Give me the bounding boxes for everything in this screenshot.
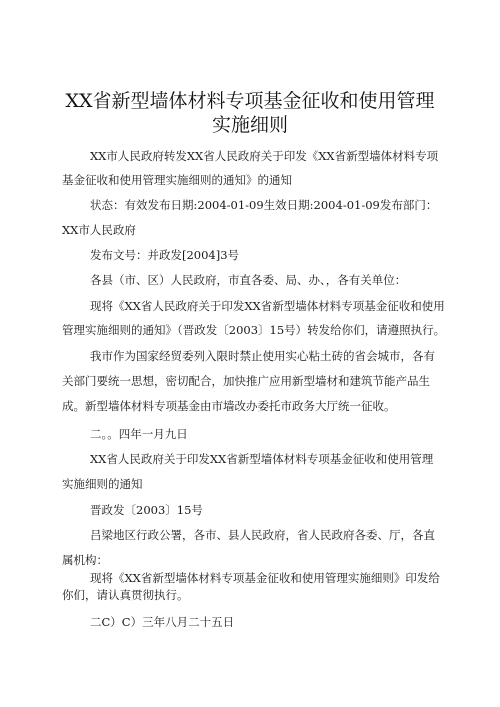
body-paragraph-1-line-2: 管理实施细则的通知》（晋政发〔2003〕15号）转发给你们，请遵照执行。	[62, 323, 446, 337]
province-body-line-2: 你们，请认真贯彻执行。	[62, 588, 189, 602]
forward-notice-heading-line-2: 基金征收和使用管理实施细则的通知》的通知	[62, 173, 292, 187]
addressees: 各县（市、区）人民政府，市直各委、局、办、，各有关单位：	[90, 273, 407, 287]
body-paragraph-2-line-1: 我市作为国家经贸委列入限时禁止使用实心粘土砖的省会城市，各有	[90, 349, 435, 363]
body-paragraph-2-line-3: 成。新型墙体材料专项基金由市墙改办委托市政务大厅统一征收。	[62, 399, 396, 413]
province-addressees-line-1: 吕梁地区行政公署，各市、县人民政府，省人民政府各委、厅，各直	[90, 528, 435, 542]
province-notice-heading-line-1: XX省人民政府关于印发XX省新型墙体材料专项基金征收和使用管理	[90, 452, 434, 466]
province-notice-heading-line-2: 实施细则的通知	[62, 477, 143, 491]
province-document-number: 晋政发〔2003〕15号	[90, 503, 203, 517]
body-paragraph-1-line-1: 现将《XX省人民政府关于印发XX省新型墙体材料专项基金征收和使用	[90, 299, 445, 313]
document-number: 发布文号：并政发[2004]3号	[90, 248, 240, 262]
forward-date: 二。。四年一月九日	[90, 427, 188, 441]
forward-notice-heading-line-1: XX市人民政府转发XX省人民政府关于印发《XX省新型墙体材料专项	[90, 149, 439, 163]
province-body-line-1: 现将《XX省新型墙体材料专项基金征收和使用管理实施细则》印发给	[90, 571, 440, 585]
issuing-department: XX市人民政府	[62, 223, 136, 237]
status-line: 状态：有效发布日期:2004-01-09生效日期:2004-01-09发布部门：	[90, 198, 438, 212]
document-title-line-1: XX省新型墙体材料专项基金征收和使用管理	[65, 90, 435, 112]
province-date: 二C）C）三年八月二十五日	[90, 615, 235, 629]
province-addressees-line-2: 属机构：	[62, 553, 108, 567]
document-title-line-2: 实施细则	[211, 114, 288, 136]
body-paragraph-2-line-2: 关部门要统一思想，密切配合，加快推广应用新型墙材和建筑节能产品生	[62, 374, 430, 388]
